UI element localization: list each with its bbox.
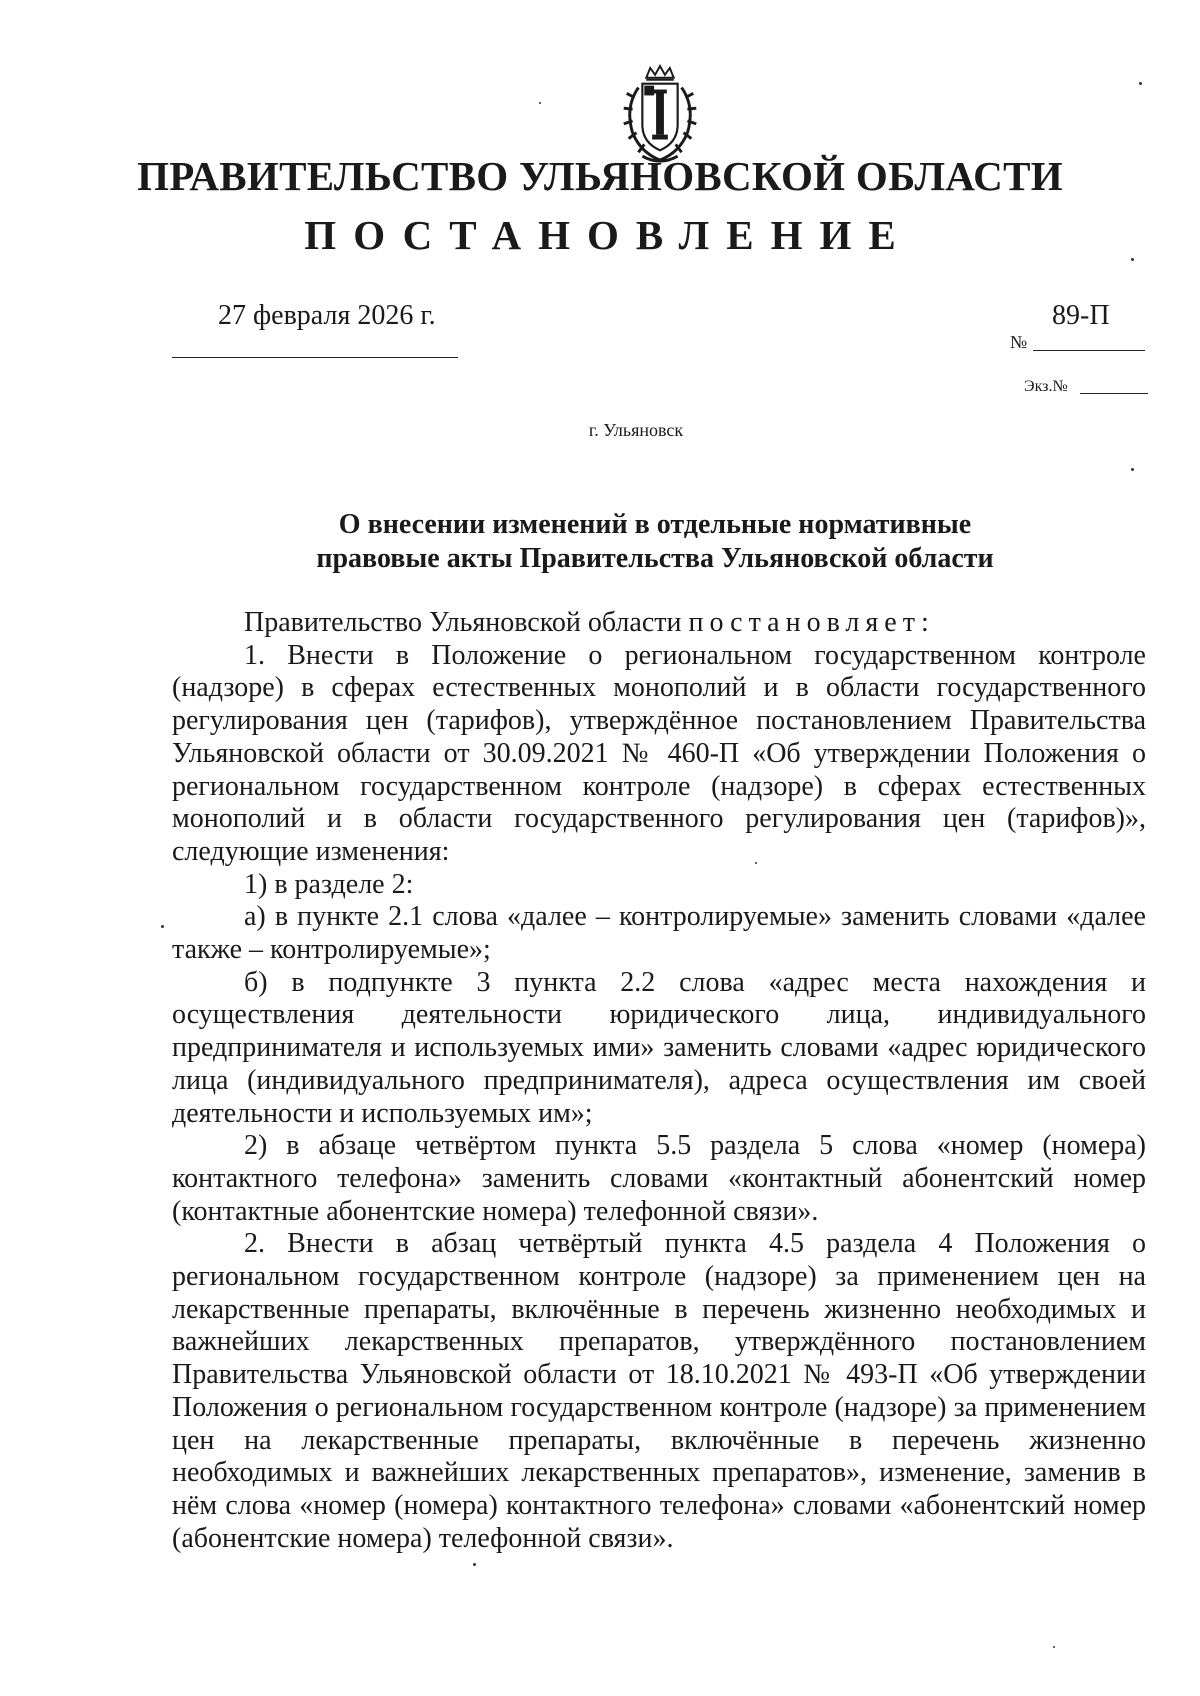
city: г. Ульяновск (588, 420, 684, 440)
preamble-verb: постановляет (688, 607, 921, 638)
preamble (172, 607, 1146, 640)
organization-title: ПРАВИТЕЛЬСТВО УЛЬЯНОВСКОЙ ОБЛАСТИ (137, 153, 1063, 199)
scan-speck (473, 1563, 476, 1566)
document-date: 27 февраля 2026 г. (218, 300, 436, 331)
scan-speck (1131, 468, 1134, 471)
document-subject (260, 508, 1050, 576)
number-underline (1033, 350, 1145, 351)
subject-line-2: правовые акты Правительства Ульяновской области (316, 543, 994, 574)
scan-speck (755, 862, 757, 864)
copy-number-underline (1080, 393, 1148, 394)
number-label: № (1010, 332, 1028, 352)
scan-speck (1139, 82, 1142, 85)
scan-speck (161, 925, 164, 928)
paragraph-1: 1. Внести в Положение о региональном государственном контроле (надзоре) в сферах естественных монополий и в области государственного регулирования цен (тарифов), утверждённое постановлением Правительства Ульяновской области от 30.09.2021 № 460-П «Об утверждении Положения о региональном государственном контроле (надзоре) в сферах естественных монополий и в области государственного регулирования цен (тарифов)», следующие изменения: (172, 639, 1146, 867)
paragraph-1-1-b: б) в подпункте 3 пункта 2.2 слова «адрес места нахождения и осуществления деятельности юридического лица, индивидуального предпринимателя и используемых ими» заменить словами «адрес юридического лица (индивидуального предпринимателя), адреса осуществления им своей деятельности и используемых им»; (172, 966, 1146, 1129)
paragraph-1-2: 2) в абзаце четвёртом пункта 5.5 раздела 5 слова «номер (номера) контактного телефона» заменить словами «контактный абонентский номер (контактные абонентские номера) телефонной связи». (172, 1130, 1146, 1227)
document-type: ПОСТАНОВЛЕНИЕ (304, 212, 913, 258)
subject-line-1: О внесении изменений в отдельные нормативные (338, 509, 972, 540)
document-body (172, 607, 1146, 1555)
paragraph-1-1-a: а) в пункте 2.1 слова «далее – контролируемые» заменить словами «далее также – контролируемые»; (172, 901, 1146, 966)
preamble-end: : (920, 607, 929, 638)
scan-speck (1131, 258, 1134, 261)
scan-speck (1053, 1646, 1055, 1648)
paragraph-2: 2. Внести в абзац четвёртый пункта 4.5 раздела 4 Положения о региональном государственном контроле (надзоре) за применением цен на лекарственные препараты, включённые в перечень жизненно необходимых и важнейших лекарственных препаратов, утверждённого постановлением Правительства Ульяновской области от 18.10.2021 № 493-П «Об утверждении Положения о региональном государственном контроле (надзоре) за применением цен на лекарственные препараты, включённые в перечень жизненно необходимых и важнейших лекарственных препаратов», изменение, заменив в нём слова «номер (номера) контактного телефона» словами «абонентский номер (абонентские номера) телефонной связи». (172, 1228, 1146, 1554)
copy-number-label: Экз.№ (1024, 378, 1068, 395)
document-number: 89-П (1052, 300, 1110, 331)
scan-speck (539, 102, 541, 104)
paragraph-1-1: 1) в разделе 2: (244, 868, 414, 900)
preamble-start: Правительство Ульяновской области (244, 607, 689, 638)
date-underline (172, 357, 458, 358)
